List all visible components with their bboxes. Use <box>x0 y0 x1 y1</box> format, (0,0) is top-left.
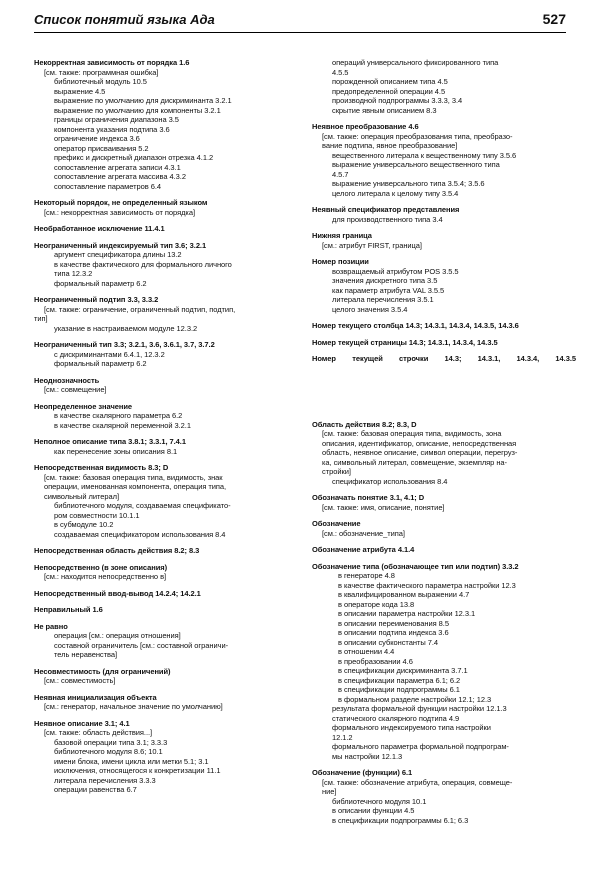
entry-heading: Неоднозначность <box>34 375 100 385</box>
entry-line: сопоставление агрегата массива 4.3.2 <box>54 172 186 181</box>
entry-line: литерала перечисления 3.5.1 <box>332 295 434 304</box>
index-entry <box>312 257 576 314</box>
entry-line: ром совместности 10.1.1 <box>54 510 140 520</box>
entry-line: 4.5.5 <box>332 67 349 77</box>
index-entry <box>312 122 576 198</box>
entry-line: формального параметра формальной подпрограм- <box>332 742 509 751</box>
entry-heading: Непосредственная видимость 8.3; D <box>34 463 169 472</box>
index-entry <box>312 562 576 762</box>
entry-line: [см.: совмещение] <box>44 385 107 394</box>
entry-line: возвращаемый атрибутом POS 3.5.5 <box>332 266 459 276</box>
index-entry <box>34 546 298 556</box>
entry-heading: Номер текущего столбца 14.3; 14.3.1, 14.3.4, 14.3.5, 14.3.6 <box>312 321 519 330</box>
entry-line: [см. также: базовая операция типа, видимость, знак <box>44 472 223 482</box>
entry-heading: Некоторый порядок, не определенный языком <box>34 198 208 207</box>
entry-heading: Неограниченный тип 3.3; 3.2.1, 3.6, 3.6.1, 3.7, 3.7.2 <box>34 340 215 349</box>
entry-line: в квалифицированном выражении 4.7 <box>338 590 470 599</box>
entry-line: тип] <box>34 314 48 323</box>
entry-line: предопределенной операции 4.5 <box>332 86 446 96</box>
index-entry <box>312 354 576 364</box>
entry-line: в описании переименования 8.5 <box>338 618 449 628</box>
index-entry <box>312 493 576 512</box>
entry-heading: Обозначать понятие 3.1, 4.1; D <box>312 493 425 502</box>
entry-line: в отношении 4.4 <box>338 647 395 656</box>
entry-heading: Обозначение типа (обозначающее тип или подтип) 3.3.2 <box>312 561 519 571</box>
entry-line: выражение по умолчанию для компоненты 3.2.1 <box>54 105 221 115</box>
entry-line: в операторе кода 13.8 <box>338 599 415 609</box>
entry-line: ние] <box>322 787 337 796</box>
entry-line: в описании функции 4.5 <box>332 806 415 815</box>
entry-line: в качестве скалярного параметра 6.2 <box>54 411 183 420</box>
entry-heading: Неявное преобразование 4.6 <box>312 122 419 131</box>
entry-line: [см.: генератор, начальное значение по умолчанию] <box>44 702 223 711</box>
index-entry <box>34 463 298 539</box>
entry-line: [см. также: программная ошибка] <box>44 67 159 77</box>
entry-line: выражение универсального вещественного типа <box>332 160 500 169</box>
index-entry <box>312 321 576 331</box>
entry-line: в спецификации подпрограммы 6.1 <box>338 685 460 694</box>
entry-line: библиотечный модуль 10.5 <box>54 77 147 86</box>
index-entry <box>34 693 298 712</box>
entry-line: [см. также: ограничение, ограниченный подтип, подтип, <box>44 304 236 314</box>
entry-line: порожденной описанием типа 4.5 <box>332 77 448 86</box>
entry-line: в спецификации дискриминанта 3.7.1 <box>338 666 468 675</box>
index-entry <box>312 545 576 555</box>
entry-heading: Неявная инициализация объекта <box>34 692 157 702</box>
entry-line: как параметр атрибута VAL 3.5.5 <box>332 285 445 295</box>
entry-line: операции равенства 6.7 <box>54 785 137 794</box>
page-header <box>34 10 566 33</box>
entry-heading: Неполное описание типа 3.8.1; 3.3.1, 7.4.1 <box>34 437 186 446</box>
entry-line: спецификатор использования 8.4 <box>332 476 448 486</box>
entry-line: [см. также: операция преобразования типа, преобразо- <box>322 131 513 141</box>
entry-line: [см. также: область действия...] <box>44 728 153 737</box>
index-entry <box>34 437 298 456</box>
entry-line: в описании параметра настройки 12.3.1 <box>338 609 476 618</box>
entry-line: в качестве скалярной переменной 3.2.1 <box>54 420 191 430</box>
entry-line: библиотечного модуля 8.6; 10.1 <box>54 747 163 756</box>
page-number: 527 <box>542 11 566 27</box>
entry-line: исключения, относящегося к конкретизации 11.1 <box>54 766 221 775</box>
entry-line: [см.: некорректная зависимость от порядка] <box>44 207 195 217</box>
entry-line: как перенесение зоны описания 8.1 <box>54 446 178 456</box>
entry-line: целого литерала к целому типу 3.5.4 <box>332 188 459 198</box>
entry-line: формальный параметр 6.2 <box>54 359 147 368</box>
entry-line: [см. также: базовая операция типа, видимость, зона <box>322 429 502 438</box>
entry-heading: Номер текущей строчки 14.3; 14.3.1, 14.3.4, 14.3.5 <box>312 354 576 363</box>
index-entry <box>34 719 298 795</box>
index-entry <box>34 563 298 582</box>
entry-heading: Номер позиции <box>312 257 369 266</box>
entry-line: сопоставление параметров 6.4 <box>54 181 161 191</box>
entry-line: результата формальной функции настройки 12.1.3 <box>332 704 507 713</box>
entry-line: компонента указания подтипа 3.6 <box>54 124 170 134</box>
entry-heading: Обозначение (функции) 6.1 <box>312 768 413 777</box>
index-entry <box>312 420 576 487</box>
entry-line: составной ограничитель [см.: составной ограничи- <box>54 640 229 650</box>
entry-line: 4.5.7 <box>332 169 349 179</box>
entry-line: операция [см.: операция отношения] <box>54 631 181 640</box>
entry-line: имени блока, имени цикла или метки 5.1; 3.1 <box>54 756 209 766</box>
entry-heading: Не равно <box>34 621 68 631</box>
entry-line: в описании субконстанты 7.4 <box>338 637 438 647</box>
entry-line: [см. также: обозначение атрибута, операция, совмеще- <box>322 777 513 787</box>
index-entry <box>34 340 298 369</box>
index-entry <box>312 205 576 224</box>
entry-line: для производственного типа 3.4 <box>332 214 443 224</box>
entry-line: типа 12.3.2 <box>54 269 93 278</box>
entry-heading: Неограниченный подтип 3.3, 3.3.2 <box>34 295 159 304</box>
entry-line: сопоставление агрегата записи 4.3.1 <box>54 162 181 172</box>
entry-line: библиотечного модуля 10.1 <box>332 796 427 806</box>
entry-line: описания, идентификатор, описание, непосредственная <box>322 438 517 448</box>
entry-heading: Неопределенное значение <box>34 401 133 411</box>
index-entry <box>34 58 298 191</box>
index-entry <box>34 376 298 395</box>
entry-line: значения дискретного типа 3.5 <box>332 276 438 285</box>
entry-line: в спецификации подпрограммы 6.1; 6.3 <box>332 815 469 825</box>
entry-line: в спецификации параметра 6.1; 6.2 <box>338 675 461 685</box>
index-entry <box>34 667 298 686</box>
entry-heading: Непосредственный ввод-вывод 14.2.4; 14.2.1 <box>34 588 201 598</box>
entry-heading: Неявный спецификатор представления <box>312 205 460 214</box>
entry-line: [см.: находится непосредственно в] <box>44 572 167 581</box>
entry-line: область, неявное описание, символ операции, перегруз- <box>322 448 518 457</box>
entry-line: [см.: обозначение_типа] <box>322 528 405 538</box>
entry-line: ка, символьный литерал, совмещение, экземпляр на- <box>322 457 507 467</box>
entry-line: выражение универсального типа 3.5.4; 3.5.6 <box>332 179 485 188</box>
entry-line: статического скалярного подтипа 4.9 <box>332 713 460 723</box>
entry-line: аргумент спецификатора длины 13.2 <box>54 250 182 259</box>
entry-line: вание подтипа, явное преобразование] <box>322 141 458 150</box>
index-entry <box>34 241 298 289</box>
index-entry <box>34 402 298 431</box>
entry-line: в описании подтипа индекса 3.6 <box>338 628 449 637</box>
entry-heading: Непосредственная область действия 8.2; 8.3 <box>34 546 200 555</box>
entry-line: в качестве фактического параметра настройки 12.3 <box>338 580 516 590</box>
entry-heading: Неограниченный индексируемый тип 3.6; 3.2.1 <box>34 240 207 250</box>
entry-line: границы ограничения диапазона 3.5 <box>54 115 179 124</box>
entry-line: формального индексируемого типа настройки <box>332 723 491 732</box>
entry-line: в качестве фактического для формального личного <box>54 259 232 269</box>
entry-line: с дискриминантами 6.4.1, 12.3.2 <box>54 349 165 359</box>
entry-heading: Неявное описание 3.1; 4.1 <box>34 718 130 728</box>
entry-line: формальный параметр 6.2 <box>54 278 147 288</box>
index-entry <box>312 231 576 250</box>
index-entry <box>312 768 576 825</box>
index-entry <box>312 58 576 115</box>
index-entry <box>34 198 298 217</box>
entry-line: производной подпрограммы 3.3.3, 3.4 <box>332 96 463 105</box>
entry-line: [см. также: имя, описание, понятие] <box>322 502 445 512</box>
right-column <box>312 58 576 832</box>
entry-heading: Несовместимость (для ограничений) <box>34 666 171 676</box>
entry-heading: Неправильный 1.6 <box>34 605 103 614</box>
entry-line: стройки] <box>322 467 351 476</box>
running-title: Список понятий языка Ада <box>34 12 215 27</box>
entry-heading: Некорректная зависимость от порядка 1.6 <box>34 58 190 67</box>
entry-line: в генераторе 4.8 <box>338 571 395 580</box>
entry-line: мы настройки 12.1.3 <box>332 751 403 761</box>
entry-heading: Обозначение атрибута 4.1.4 <box>312 545 415 554</box>
entry-line: скрытие явным описанием 8.3 <box>332 105 437 115</box>
entry-line: операции, именованная компонента, операция типа, <box>44 482 227 491</box>
entry-line: в преобразовании 4.6 <box>338 656 413 666</box>
entry-heading: Область действия 8.2; 8.3, D <box>312 419 417 429</box>
entry-line: [см.: совместимость] <box>44 676 116 685</box>
entry-line: выражение 4.5 <box>54 86 106 96</box>
entry-heading: Непосредственно (в зоне описания) <box>34 562 168 572</box>
left-column <box>34 58 298 802</box>
entry-line: оператор присваивания 5.2 <box>54 143 149 153</box>
entry-line: в субмодуле 10.2 <box>54 520 114 529</box>
entry-line: префикс и дискретный диапазон отрезка 4.1.2 <box>54 153 214 162</box>
entry-heading: Нижняя граница <box>312 231 372 240</box>
entry-line: [см.: атрибут FIRST, граница] <box>322 240 422 250</box>
entry-line: ограничение индекса 3.6 <box>54 134 140 143</box>
index-entry <box>34 605 298 615</box>
entry-line: указание в настраиваемом модуле 12.3.2 <box>54 323 198 333</box>
entry-line: вещественного литерала к вещественному типу 3.5.6 <box>332 150 517 160</box>
index-entry <box>34 295 298 333</box>
entry-line: целого значения 3.5.4 <box>332 304 408 314</box>
entry-heading: Номер текущей страницы 14.3; 14.3.1, 14.3.4, 14.3.5 <box>312 337 498 347</box>
index-entry <box>312 338 576 348</box>
index-entry <box>34 224 298 234</box>
index-entry <box>34 622 298 660</box>
entry-line: символьный литерал] <box>44 491 120 501</box>
entry-line: тель неравенства] <box>54 650 117 659</box>
entry-line: библиотечного модуля, создаваемая спецификато- <box>54 501 231 510</box>
entry-line: в формальном разделе настройки 12.1; 12.3 <box>338 694 492 704</box>
entry-heading: Необработанное исключение 11.4.1 <box>34 224 165 233</box>
entry-heading: Обозначение <box>312 519 361 528</box>
entry-line: операций универсального фиксированного типа <box>332 58 499 67</box>
entry-line: 12.1.2 <box>332 732 353 742</box>
entry-line: базовой операции типа 3.1; 3.3.3 <box>54 737 168 747</box>
entry-line: литерала перечисления 3.3.3 <box>54 775 156 785</box>
index-entry <box>312 519 576 538</box>
index-entry <box>34 589 298 599</box>
entry-line: выражение по умолчанию для дискриминанта 3.2.1 <box>54 96 232 105</box>
entry-line: создаваемая спецификатором использования 8.4 <box>54 529 226 539</box>
